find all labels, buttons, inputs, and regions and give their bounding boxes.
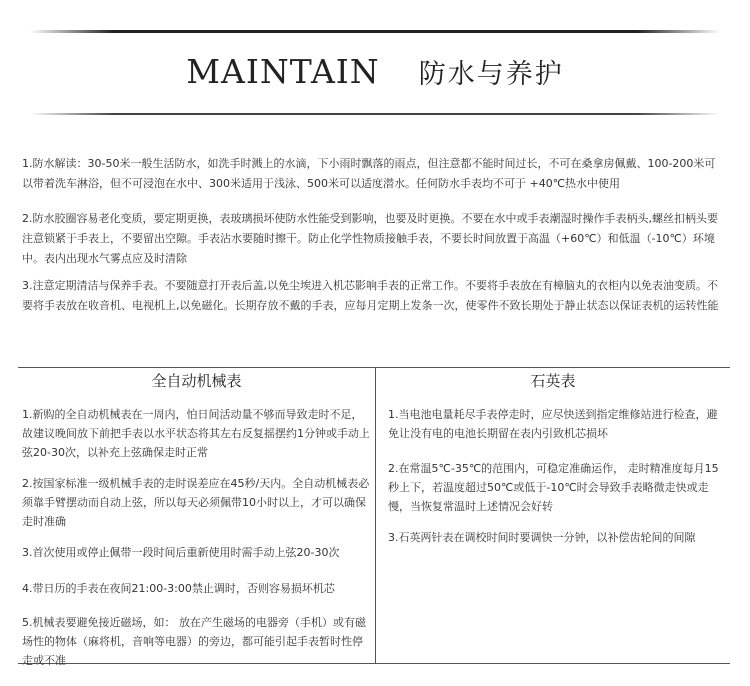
table-top-border	[18, 367, 730, 368]
mechanical-item: 1.新购的全自动机械表在一周内，怕日间活动量不够而导致走时不足，故建议晚间放下前把手表以水平状态将其左右反复摇摆约1分钟或手动上弦20-30次，以补充上弦确保走时正常	[22, 408, 370, 459]
table-column-divider	[375, 367, 376, 664]
mechanical-item: 4.带日历的手表在夜间21:00-3:00禁止调时，否则容易损坏机芯	[22, 582, 335, 595]
intro-paragraph-maintenance: 3.注意定期清洁与保养手表。不要随意打开表后盖,以免尘埃进入机芯影响手表的正常工作。不要将手表放在有樟脑丸的衣柜内以免表油变质。不要将手表放在收音机、电视机上,以免磁化。长期存放不戴的手表，应每月定期上发条一次，使零件不致长期处于静止状态以保证表机的运转性能	[22, 279, 719, 312]
quartz-item: 1.当电池电量耗尽手表停走时，应尽快送到指定维修站进行检查，避免让没有电的电池长期留在表内引致机芯损坏	[388, 408, 718, 440]
mechanical-item: 2.按国家标准一级机械手表的走时误差应在45秒/天内。全自动机械表必须靠手臂摆动而自动上弦，所以每天必须佩带10小时以上，才可以确保走时准确	[22, 477, 370, 528]
intro-paragraph-waterproof: 1.防水解读：30-50米一般生活防水，如洗手时溅上的水滴，下小雨时飘落的雨点，但注意都不能时间过长，不可在桑拿房佩戴、100-200米可以带着洗车淋浴，但不可浸泡在水中、300米适用于浅泳、500米可以适度潜水。任何防水手表均不可于 +40℃热水中使用	[22, 157, 716, 190]
page-title-chinese: 防水与养护	[418, 59, 564, 90]
header-top-rule	[30, 30, 720, 33]
quartz-item: 2.在常温5℃-35℃的范围内，可稳定准确运作， 走时精准度每月15秒上下，若温度超过50℃或低于-10℃时会导致手表略微走快或走慢，当恢复常温时上述情况会好转	[388, 462, 719, 513]
header-bottom-rule	[30, 113, 720, 115]
mechanical-watch-heading: 全自动机械表	[151, 372, 242, 390]
mechanical-item: 5.机械表要避免接近磁场，如： 放在产生磁场的电器旁（手机）或有磁场性的物体（麻将机，音响等电器）的旁边，都可能引起手表暂时性停走或不准	[22, 616, 366, 667]
page-title	[0, 52, 750, 91]
mechanical-item: 3.首次使用或停止佩带一段时间后重新使用时需手动上弦20-30次	[22, 546, 340, 559]
intro-paragraph-gasket: 2.防水胶圈容易老化变质，要定期更换，表玻璃损坏使防水性能受到影响，也要及时更换。不要在水中或手表潮湿时操作手表柄头,螺丝扣柄头要注意锁紧于手表上，不要留出空隙。手表沾水要随时擦干。防止化学性物质接触手表，不要长时间放置于高温（+60℃）和低温（-10℃）环境中。表内出现水气雾点应及时清除	[22, 212, 718, 265]
quartz-watch-heading: 石英表	[530, 372, 576, 390]
quartz-item: 3.石英两针表在调校时间时要调快一分钟，以补偿齿轮间的间隙	[388, 531, 696, 544]
page-title-english: MAINTAIN	[186, 52, 380, 91]
